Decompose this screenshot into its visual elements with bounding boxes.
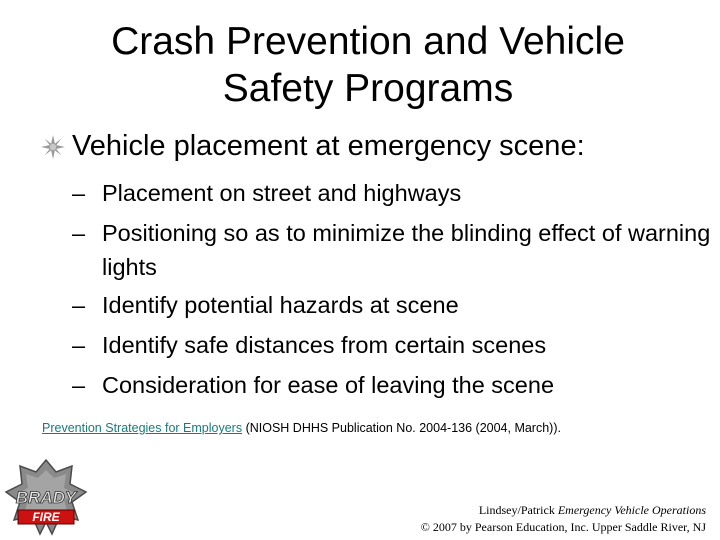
sub-bullet-item [72,216,712,284]
sub-bullet-item [72,176,712,210]
gear-bullet-icon [40,134,66,160]
dash: – [72,292,86,318]
credit-book-title: Emergency Vehicle Operations [557,503,706,517]
sub-bullet-item [72,368,712,402]
dash: – [72,180,86,206]
source-citation [42,421,561,435]
logo-text-fire: FIRE [32,510,60,524]
sub-bullet-text: Identify safe distances from certain scenes [102,332,547,358]
source-link[interactable]: Prevention Strategies for Employers [42,421,243,435]
sub-bullet-text: Placement on street and highways [102,180,462,206]
dash: – [72,220,86,246]
credit-authors: Lindsey/Patrick [478,503,558,517]
logo-text-brady: BRADY [15,488,77,507]
dash: – [72,332,86,358]
sub-bullet-item [72,328,712,362]
publisher-credit [421,502,706,536]
title-line-2: Safety Programs [222,67,514,110]
sub-bullet-text: Identify potential hazards at scene [102,292,459,318]
main-bullet [40,130,585,163]
sub-bullet-text: Positioning so as to minimize the blinding effect of warning lights [102,220,711,280]
slide-title [0,18,720,112]
dash: – [72,372,86,398]
credit-copyright: © 2007 by Pearson Education, Inc. Upper Saddle River, NJ [420,520,706,534]
main-bullet-text: Vehicle placement at emergency scene: [72,130,585,162]
sub-bullet-text: Consideration for ease of leaving the scene [102,372,555,398]
title-line-1: Crash Prevention and Vehicle [111,20,625,63]
credit-line-1 [421,502,706,519]
source-rest: (NIOSH DHHS Publication No. 2004-136 (2004, March)). [242,421,561,435]
sub-bullet-item [72,288,712,322]
brady-fire-logo [2,458,90,538]
sub-bullet-list [72,176,712,408]
